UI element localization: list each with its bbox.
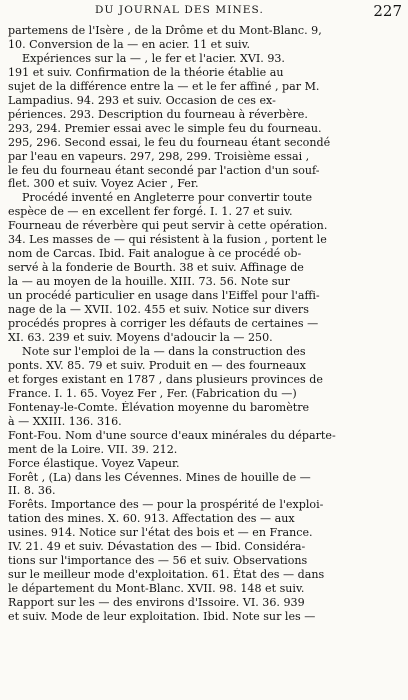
text-line: espèce de — en excellent fer forgé. I. 1. 27 et suiv. (8, 205, 293, 219)
text-line: un procédé particulier en usage dans l'Eiffel pour l'affi- (8, 289, 320, 303)
text-line: le feu du fourneau étant secondé par l'action d'un souf- (8, 163, 320, 177)
text-line: la — au moyen de la houille. XIII. 73. 56. Note sur (8, 275, 290, 289)
text-line: par l'eau en vapeurs. 297, 298, 299. Troisième essai , (8, 149, 310, 163)
text-line: Forêts. Importance des — pour la prospérité de l'exploi- (8, 498, 324, 512)
text-line: 10. Conversion de la — en acier. 11 et suiv. (8, 37, 251, 51)
text-line: nom de Carcas. Ibid. Fait analogue à ce procédé ob- (8, 247, 302, 261)
text-line: Forêt , (La) dans les Cévennes. Mines de houille de — (8, 470, 311, 484)
text-line: 295, 296. Second essai, le feu du fourneau étant secondé (8, 135, 331, 149)
text-line: IV. 21. 49 et suiv. Dévastation des — Ibid. Considéra- (8, 540, 306, 554)
text-line: sujet de la différence entre la — et le fer affiné , par M. (8, 79, 320, 93)
text-line: Lampadius. 94. 293 et suiv. Occasion de ces ex- (8, 93, 276, 107)
text-line: tions sur l'importance des — 56 et suiv. Observations (8, 554, 308, 568)
text-line: flet. 300 et suiv. Voyez Acier , Fer. (8, 177, 199, 191)
text-line: II. 8. 36. (8, 484, 56, 498)
text-line: usines. 914. Notice sur l'état des bois et — en France. (8, 526, 313, 540)
text-line: 293, 294. Premier essai avec le simple feu du fourneau. (8, 121, 322, 135)
text-line: ponts. XV. 85. 79 et suiv. Produit en — des fourneaux (8, 358, 306, 372)
text-line: France. I. 1. 65. Voyez Fer , Fer. (Fabrication du —) (8, 386, 297, 400)
text-line: Procédé inventé en Angleterre pour convertir toute (22, 191, 313, 205)
text-line: procédés propres à corriger les défauts de certaines — (8, 317, 319, 331)
page-header (0, 3, 408, 21)
text-line: XI. 63. 239 et suiv. Moyens d'adoucir la — 250. (8, 330, 273, 344)
running-title: DU JOURNAL DES MINES. (95, 4, 264, 16)
text-line: Force élastique. Voyez Vapeur. (8, 456, 180, 470)
text-line: Expériences sur la — , le fer et l'acier. XVI. 93. (22, 51, 285, 65)
text-line: et forges existant en 1787 , dans plusieurs provinces de (8, 372, 323, 386)
text-line: 34. Les masses de — qui résistent à la fusion , portent le (8, 233, 327, 247)
text-line: sur le meilleur mode d'exploitation. 61. État des — dans (8, 568, 325, 582)
text-line: Fourneau de réverbère qui peut servir à cette opération. (8, 219, 328, 233)
text-line: servé à la fonderie de Bourth. 38 et suiv. Affinage de (8, 261, 304, 275)
text-line: partemens de l'Isère , de la Drôme et du Mont-Blanc. 9, (8, 24, 322, 37)
index-text (8, 24, 404, 624)
text-line: tation des mines. X. 60. 913. Affectation des — aux (8, 512, 295, 526)
text-line: le département du Mont-Blanc. XVII. 98. 148 et suiv. (8, 582, 305, 596)
text-line: nage de la — XVII. 102. 455 et suiv. Notice sur divers (8, 303, 309, 317)
page-number: 227 (373, 2, 402, 20)
text-line: 191 et suiv. Confirmation de la théorie établie au (8, 65, 284, 79)
text-line: Font-Fou. Nom d'une source d'eaux minérales du départe- (8, 428, 336, 442)
text-line: Note sur l'emploi de la — dans la construction des (22, 344, 306, 358)
text-line: Rapport sur les — des environs d'Issoire. VI. 36. 939 (8, 596, 305, 610)
text-line: Fontenay-le-Comte. Élévation moyenne du baromètre (8, 400, 310, 414)
text-line: ment de la Loire. VII. 39. 212. (8, 442, 178, 456)
text-line: périences. 293. Description du fourneau à réverbère. (8, 107, 308, 121)
text-line: à — XXIII. 136. 316. (8, 414, 122, 428)
text-line: et suiv. Mode de leur exploitation. Ibid. Note sur les — (8, 610, 316, 624)
